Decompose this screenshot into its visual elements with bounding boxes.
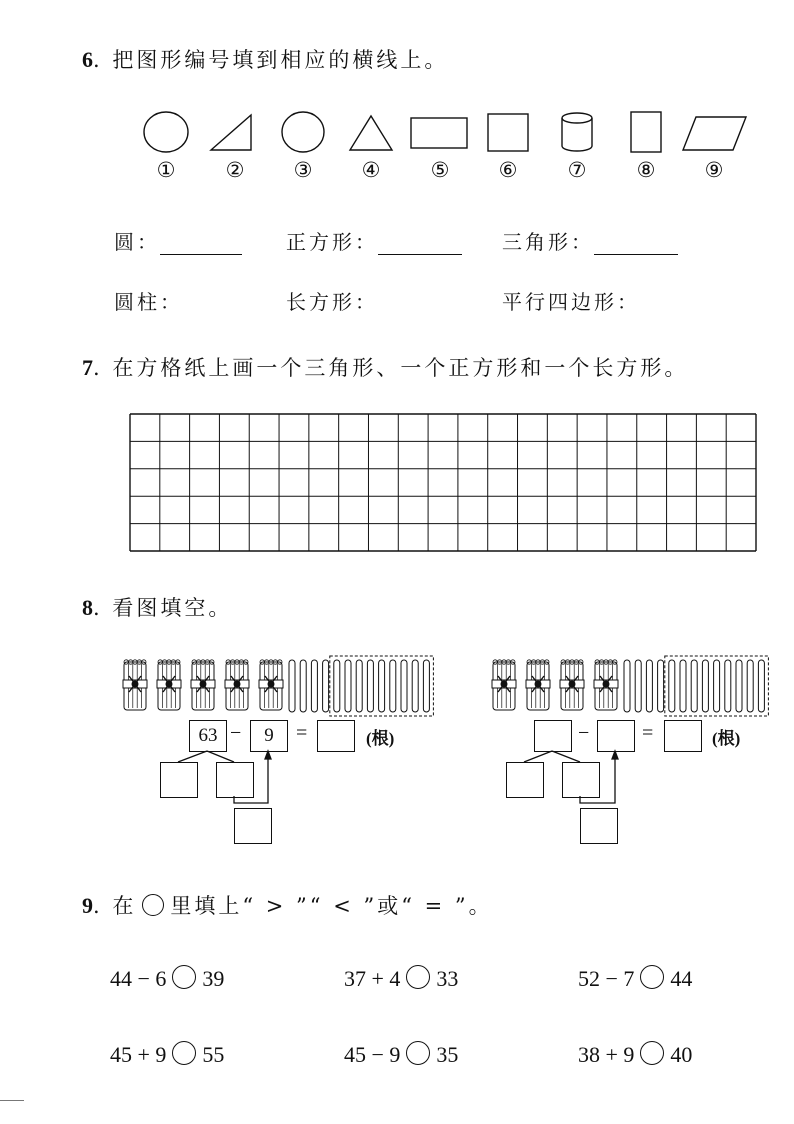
compare-left: 37 + 4 [344,966,401,991]
circle-symbol-icon [142,894,164,916]
q7-text: . 在方格纸上画一个三角形、一个正方形和一个长方形。 [93,356,689,380]
q9-number: 9 [82,893,93,918]
compare-circle[interactable] [172,965,196,989]
q9-text-before: . 在 [93,894,137,918]
compare-right: 44 [670,966,693,991]
rectangle-label: 长方形： [286,290,378,314]
shape-number-3: ③ [293,158,313,182]
compare-circle[interactable] [640,1041,664,1065]
shape-number-1: ① [156,158,176,182]
left-minuend: 63 [198,725,218,746]
shape-number-5: ⑤ [430,158,450,182]
compare-item-2-1 [110,1041,224,1068]
compare-item-2-3 [578,1041,692,1068]
compare-left: 45 − 9 [344,1042,401,1067]
compare-item-1-1 [110,965,224,992]
compare-right: 39 [202,966,225,991]
triangle-label: 三角形： [502,230,594,254]
q6-number: 6 [82,47,93,72]
shape-number-6: ⑥ [498,158,518,182]
compare-right: 40 [670,1042,693,1067]
shape-number-2: ② [225,158,245,182]
q8-number: 8 [82,595,93,620]
page-corner-mark [0,1100,24,1101]
left-subtrahend: 9 [264,725,274,746]
q9-text-after: 里填上“ > ”“ < ”或“ = ”。 [170,894,493,918]
right-unit-label: (根) [712,729,741,748]
shape-number-4: ④ [361,158,381,182]
compare-item-1-3 [578,965,692,992]
circle-label: 圆： [114,230,160,254]
compare-right: 35 [436,1042,459,1067]
compare-circle[interactable] [406,965,430,989]
cylinder-label: 圆柱： [114,290,183,314]
shape-number-7: ⑦ [567,158,587,182]
square-label: 正方形： [286,230,378,254]
shape-number-9: ⑨ [704,158,724,182]
compare-right: 33 [436,966,459,991]
left-minus-sign: − [230,722,242,744]
left-unit-label: (根) [366,729,395,748]
right-equals-sign: = [642,722,654,744]
q6-text: . 把图形编号填到相应的横线上。 [93,48,449,72]
shape-number-8: ⑧ [636,158,656,182]
q9-title [82,890,493,920]
compare-circle[interactable] [172,1041,196,1065]
right-minus-sign: − [578,722,590,744]
compare-left: 44 − 6 [110,966,167,991]
compare-item-1-2 [344,965,458,992]
compare-left: 38 + 9 [578,1042,635,1067]
compare-item-2-2 [344,1041,458,1068]
compare-right: 55 [202,1042,225,1067]
parallelogram-label: 平行四边形： [502,290,640,314]
q8-text: . 看图填空。 [93,596,233,620]
compare-circle[interactable] [406,1041,430,1065]
compare-circle[interactable] [640,965,664,989]
compare-left: 52 − 7 [578,966,635,991]
left-equals-sign: = [296,722,308,744]
q7-number: 7 [82,355,93,380]
compare-left: 45 + 9 [110,1042,167,1067]
